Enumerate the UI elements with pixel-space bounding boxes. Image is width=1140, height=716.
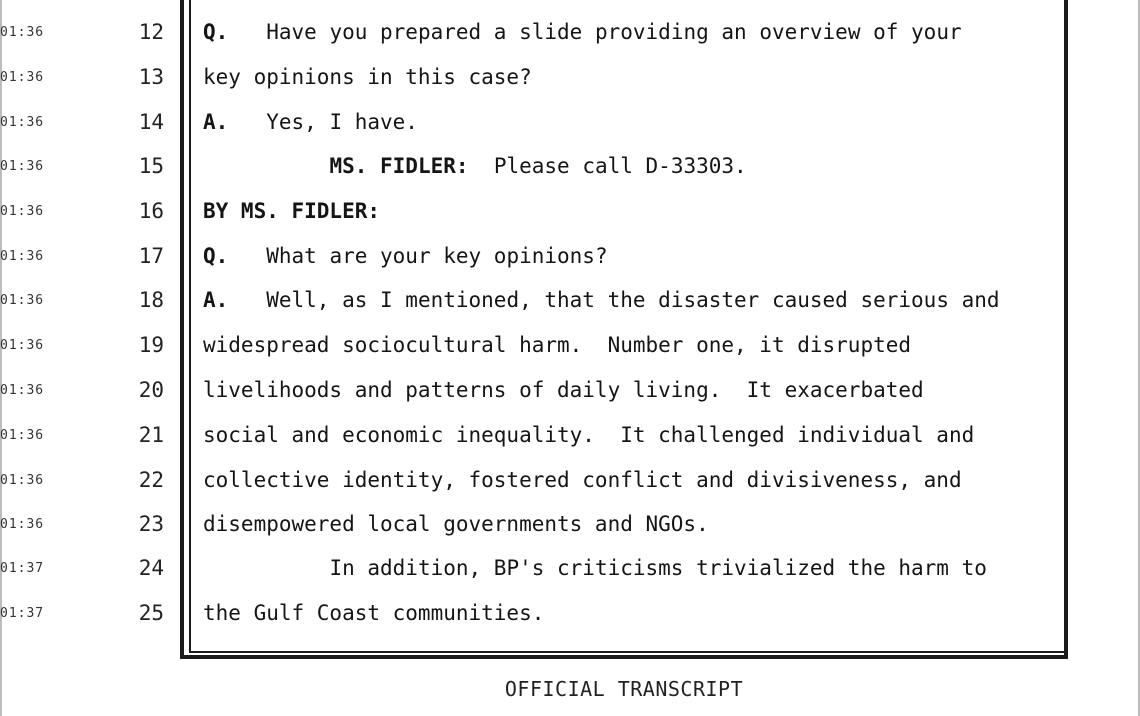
transcript-line bbox=[0, 57, 1140, 102]
line-number: 20 bbox=[138, 378, 164, 402]
line-content: Well, as I mentioned, that the disaster caused serious and bbox=[266, 288, 1000, 312]
line-number: 16 bbox=[138, 199, 164, 223]
line-number: 24 bbox=[138, 556, 164, 580]
line-content: Have you prepared a slide providing an overview of your bbox=[266, 20, 962, 44]
transcript-line bbox=[0, 236, 1140, 281]
line-content: What are your key opinions? bbox=[266, 244, 608, 268]
line-number: 25 bbox=[138, 601, 164, 625]
line-number: 22 bbox=[138, 468, 164, 492]
line-text bbox=[203, 20, 962, 44]
timestamp: 01:36 bbox=[0, 338, 45, 353]
line-number: 17 bbox=[138, 244, 164, 268]
official-transcript-footer: OFFICIAL TRANSCRIPT bbox=[504, 677, 744, 701]
line-content: disempowered local governments and NGOs. bbox=[203, 512, 709, 536]
timestamp: 01:36 bbox=[0, 428, 45, 443]
timestamp: 01:36 bbox=[0, 473, 45, 488]
timestamp: 01:36 bbox=[0, 517, 45, 532]
timestamp: 01:37 bbox=[0, 606, 45, 621]
line-number: 12 bbox=[138, 20, 164, 44]
transcript-line bbox=[0, 12, 1140, 57]
transcript-line bbox=[0, 548, 1140, 593]
timestamp: 01:36 bbox=[0, 159, 45, 174]
timestamp: 01:37 bbox=[0, 561, 45, 576]
timestamp: 01:36 bbox=[0, 249, 45, 264]
timestamp: 01:36 bbox=[0, 204, 45, 219]
line-content: key opinions in this case? bbox=[203, 65, 532, 89]
timestamp: 01:36 bbox=[0, 383, 45, 398]
timestamp: 01:36 bbox=[0, 25, 45, 40]
timestamp: 01:36 bbox=[0, 293, 45, 308]
line-content: In addition, BP's criticisms trivialized the harm to bbox=[329, 556, 987, 580]
answer-marker: A. bbox=[203, 288, 229, 312]
line-text bbox=[203, 288, 1000, 312]
transcript-line bbox=[0, 325, 1140, 370]
question-marker: Q. bbox=[203, 20, 229, 44]
line-content: Please call D-33303. bbox=[493, 154, 747, 178]
transcript-line bbox=[0, 504, 1140, 549]
line-number: 23 bbox=[138, 512, 164, 536]
transcript-line bbox=[0, 191, 1140, 236]
line-content: widespread sociocultural harm. Number one, it disrupted bbox=[203, 333, 912, 357]
transcript-line bbox=[0, 146, 1140, 191]
transcript-line bbox=[0, 593, 1140, 638]
question-marker: Q. bbox=[203, 244, 229, 268]
line-content: Yes, I have. bbox=[266, 110, 418, 134]
speaker-label: MS. FIDLER: bbox=[329, 154, 469, 178]
answer-marker: A. bbox=[203, 110, 229, 134]
transcript-line bbox=[0, 102, 1140, 147]
line-text bbox=[203, 154, 747, 178]
line-number: 13 bbox=[138, 65, 164, 89]
line-content: livelihoods and patterns of daily living. It exacerbated bbox=[203, 378, 924, 402]
line-text bbox=[203, 244, 608, 268]
examiner-heading: BY MS. FIDLER: bbox=[203, 199, 381, 223]
timestamp: 01:36 bbox=[0, 70, 45, 85]
line-number: 21 bbox=[138, 423, 164, 447]
line-number: 18 bbox=[138, 288, 164, 312]
line-content: social and economic inequality. It challenged individual and bbox=[203, 423, 975, 447]
line-text bbox=[203, 110, 418, 134]
transcript-line bbox=[0, 415, 1140, 460]
line-number: 15 bbox=[138, 154, 164, 178]
line-content: the Gulf Coast communities. bbox=[203, 601, 545, 625]
timestamp: 01:36 bbox=[0, 115, 45, 130]
transcript-line bbox=[0, 280, 1140, 325]
transcript-line bbox=[0, 460, 1140, 505]
line-number: 14 bbox=[138, 110, 164, 134]
transcript-line bbox=[0, 370, 1140, 415]
line-text bbox=[203, 556, 987, 580]
line-content: collective identity, fostered conflict and divisiveness, and bbox=[203, 468, 962, 492]
line-number: 19 bbox=[138, 333, 164, 357]
